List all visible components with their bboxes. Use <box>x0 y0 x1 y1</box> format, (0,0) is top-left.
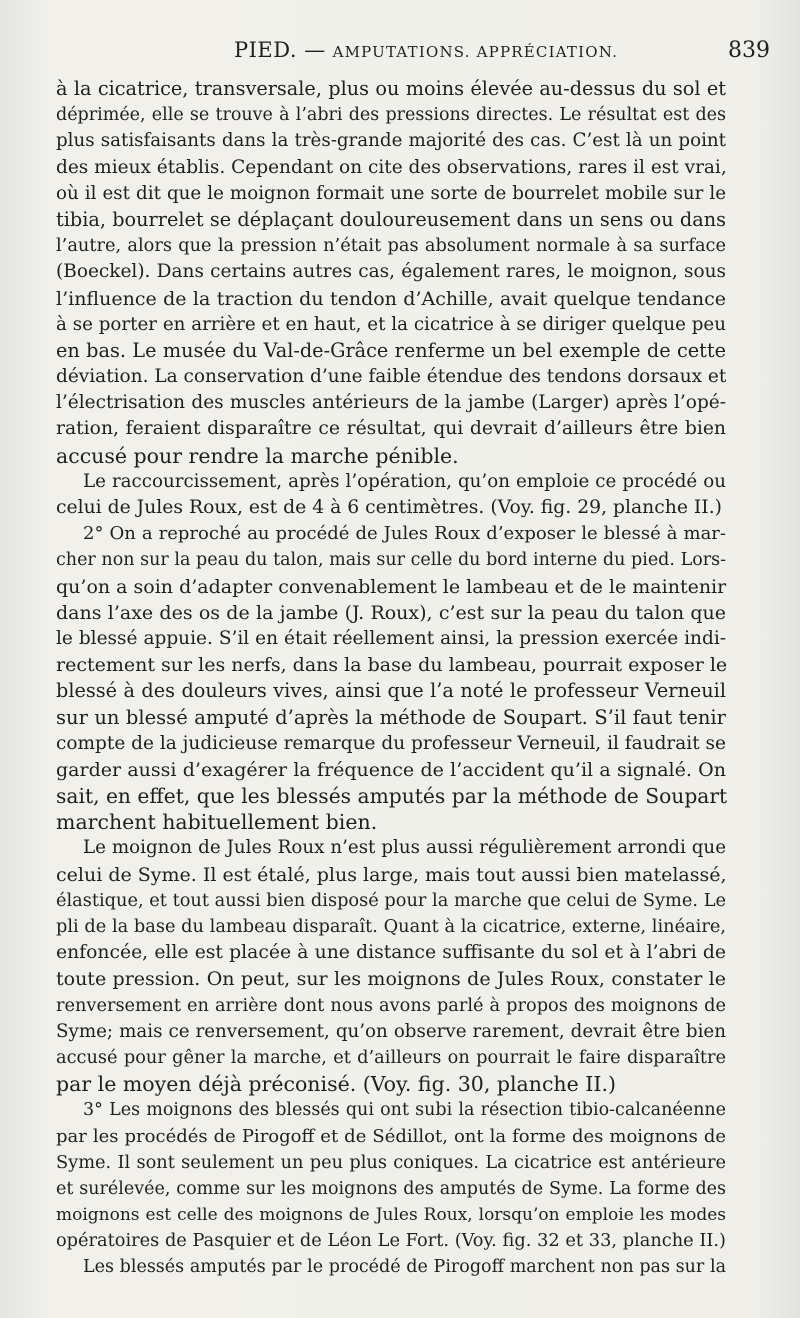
text-line: ration, feraient disparaître ce résultat, qui devrait d’ailleurs être bien <box>56 418 726 440</box>
text-line: le blessé appuie. S’il en était réellement ainsi, la pression exercée indi- <box>56 627 726 649</box>
section-title: PIED. — <box>234 38 326 62</box>
text-line: à la cicatrice, transversale, plus ou moins élevée au-dessus du sol et <box>56 77 726 100</box>
text-line: des mieux établis. Cependant on cite des observations, rares il est vrai, <box>56 156 727 178</box>
text-line: accusé pour gêner la marche, et d’ailleurs on pourrait le faire disparaître <box>56 1047 726 1068</box>
text-line: 3° Les moignons des blessés qui ont subi la résection tibio-calcanéenne <box>83 1100 726 1121</box>
text-line: moignons est celle des moignons de Jules Roux, lorsqu’on emploie les modes <box>56 1205 726 1226</box>
text-line: l’influence de la traction du tendon d’Achille, avait quelque tendance <box>56 287 726 310</box>
running-header <box>56 38 770 72</box>
text-line: à se porter en arrière et en haut, et la cicatrice à se diriger quelque peu <box>56 313 726 335</box>
text-line: 2° On a reproché au procédé de Jules Roux d’exposer le blessé à mar- <box>83 523 726 545</box>
text-line: dans l’axe des os de la jambe (J. Roux), c’est sur la peau du talon que <box>56 601 726 624</box>
text-line: sur un blessé amputé d’après la méthode de Soupart. S’il faut tenir <box>56 705 726 729</box>
body-text <box>56 76 726 1281</box>
text-line: l’autre, alors que la pression n’était pas absolument normale à sa surface <box>56 236 726 257</box>
running-title <box>234 38 618 62</box>
text-line: celui de Jules Roux, est de 4 à 6 centimètres. (Voy. fig. 29, planche II.) <box>56 497 722 518</box>
text-line: celui de Syme. Il est étalé, plus large, mais tout aussi bien matelassé, <box>56 863 727 886</box>
text-line: plus satisfaisants dans la très-grande majorité des cas. C’est là un point <box>56 130 726 152</box>
text-line: tibia, bourrelet se déplaçant douloureusement dans un sens ou dans <box>56 207 726 231</box>
text-line: l’électrisation des muscles antérieurs de la jambe (Larger) après l’opé- <box>56 392 726 414</box>
text-line: élastique, et tout aussi bien disposé pour la marche que celui de Syme. Le <box>56 890 726 911</box>
text-line: déviation. La conservation d’une faible étendue des tendons dorsaux et <box>56 366 727 388</box>
text-line: accusé pour rendre la marche pénible. <box>56 443 459 468</box>
text-line: pli de la base du lambeau disparaît. Quant à la cicatrice, externe, linéaire, <box>56 917 726 937</box>
text-line: par le moyen déjà préconisé. (Voy. fig. 30, planche II.) <box>56 1072 616 1097</box>
text-line: Le raccourcissement, après l’opération, qu’on emploie ce procédé ou <box>83 470 726 492</box>
text-line: blessé à des douleurs vives, ainsi que l’a noté le professeur Verneuil <box>56 679 726 703</box>
text-line: Les blessés amputés par le procédé de Pirogoff marchent non pas sur la <box>83 1257 726 1278</box>
page-number: 839 <box>728 38 770 63</box>
text-line: Syme. Il sont seulement un peu plus coniques. La cicatrice est antérieure <box>56 1152 726 1173</box>
text-line: Le moignon de Jules Roux n’est plus aussi régulièrement arrondi que <box>83 837 726 859</box>
text-line: par les procédés de Pirogoff et de Sédillot, ont la forme des moignons de <box>56 1125 726 1147</box>
text-line: déprimée, elle se trouve à l’abri des pressions directes. Le résultat est des <box>56 105 726 126</box>
text-line: en bas. Le musée du Val-de-Grâce renferme un bel exemple de cette <box>56 338 726 362</box>
text-line: marchent habituellement bien. <box>56 810 378 835</box>
text-line: Syme; mais ce renversement, qu’on observe rarement, devrait être bien <box>56 1020 726 1042</box>
text-line: enfoncée, elle est placée à une distance suffisante du sol et à l’abri de <box>56 942 726 964</box>
text-line: cher non sur la peau du talon, mais sur celle du bord interne du pied. Lors- <box>56 550 726 571</box>
text-line: où il est dit que le moignon formait une sorte de bourrelet mobile sur le <box>56 182 726 204</box>
text-line: sait, en effet, que les blessés amputés par la méthode de Soupart <box>56 784 728 809</box>
text-line: compte de la judicieuse remarque du professeur Verneuil, il faudrait se <box>56 732 726 754</box>
subsection-title: AMPUTATIONS. APPRÉCIATION. <box>332 43 619 61</box>
text-line: renversement en arrière dont nous avons parlé à propos des moignons de <box>56 995 726 1016</box>
text-line: opératoires de Pasquier et de Léon Le Fort. (Voy. fig. 32 et 33, planche II.) <box>56 1231 726 1252</box>
text-line: (Boeckel). Dans certains autres cas, également rares, le moignon, sous <box>56 261 726 283</box>
text-line: rectement sur les nerfs, dans la base du lambeau, pourrait exposer le <box>56 654 728 677</box>
text-line: et surélevée, comme sur les moignons des amputés de Syme. La forme des <box>56 1178 726 1199</box>
text-line: qu’on a soin d’adapter convenablement le lambeau et de le maintenir <box>56 575 727 598</box>
text-line: toute pression. On peut, sur les moignons de Jules Roux, constater le <box>56 968 726 991</box>
text-line: garder aussi d’exagérer la fréquence de l’accident qu’il a signalé. On <box>56 758 726 781</box>
